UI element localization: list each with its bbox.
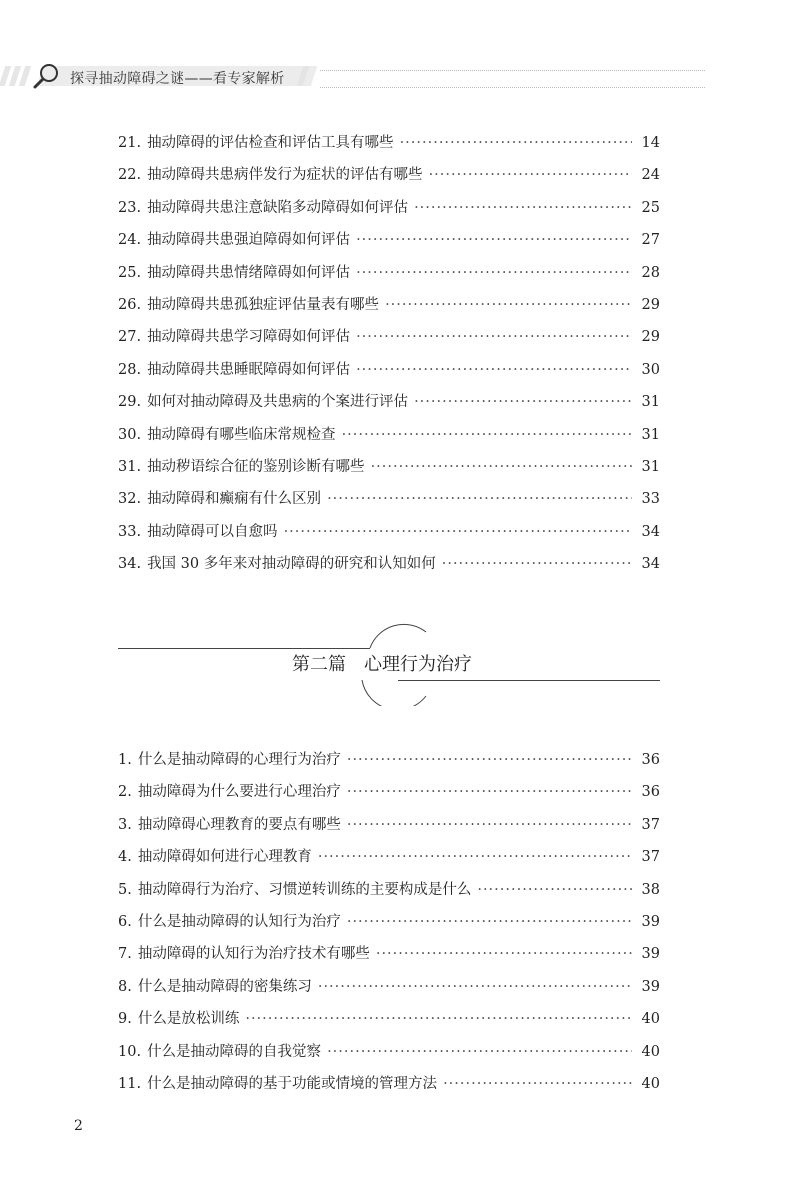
toc-entry-page: 40 bbox=[641, 1011, 660, 1028]
magnifier-icon bbox=[32, 62, 62, 90]
toc-entry-title: 抽动障碍和癫痫有什么区别 bbox=[147, 491, 322, 508]
toc-leader-dots bbox=[356, 321, 632, 353]
section-heading bbox=[118, 622, 660, 706]
toc-entry[interactable] bbox=[118, 971, 660, 1003]
toc-leader-dots bbox=[347, 744, 632, 776]
toc-entry[interactable] bbox=[118, 516, 660, 548]
toc-entry[interactable] bbox=[118, 1003, 660, 1035]
header-dotted-line bbox=[320, 87, 705, 88]
toc-entry[interactable] bbox=[118, 127, 660, 159]
toc-entry-title: 抽动障碍共患学习障碍如何评估 bbox=[147, 329, 351, 346]
toc-entry-title: 什么是抽动障碍的认知行为治疗 bbox=[137, 913, 341, 930]
toc-entry-title: 什么是抽动障碍的心理行为治疗 bbox=[137, 752, 341, 768]
toc-entry-page: 33 bbox=[641, 491, 660, 508]
toc-entry-title: 抽动障碍如何进行心理教育 bbox=[137, 849, 312, 866]
toc-entry-title: 抽动障碍共患强迫障碍如何评估 bbox=[147, 232, 351, 249]
toc-leader-dots bbox=[327, 483, 632, 515]
toc-entry[interactable] bbox=[118, 224, 660, 256]
toc-entry-number: 26. bbox=[118, 296, 142, 313]
toc-entry-number: 22. bbox=[118, 167, 142, 184]
toc-entry-title: 什么是抽动障碍的基于功能或情境的管理方法 bbox=[147, 1075, 438, 1092]
toc-entry[interactable] bbox=[118, 548, 660, 580]
toc-entry-page: 27 bbox=[641, 232, 660, 249]
toc-leader-dots bbox=[414, 192, 632, 224]
toc-entry-page: 31 bbox=[641, 426, 660, 443]
toc-entry-number: 27. bbox=[118, 329, 142, 346]
toc-entry-title: 什么是抽动障碍的密集练习 bbox=[137, 978, 312, 995]
toc-leader-dots bbox=[442, 548, 632, 580]
toc-entry-title: 抽动障碍共患孤独症评估量表有哪些 bbox=[147, 296, 380, 313]
toc-leader-dots bbox=[371, 451, 632, 483]
toc-leader-dots bbox=[327, 1036, 632, 1068]
toc-leader-dots bbox=[477, 874, 632, 906]
toc-entry-number: 10. bbox=[118, 1043, 142, 1060]
page-number: 2 bbox=[74, 1118, 83, 1134]
toc-entry-title: 抽动障碍共患睡眠障碍如何评估 bbox=[147, 361, 351, 378]
toc-entry-page: 36 bbox=[641, 784, 660, 801]
toc-entry-number: 2. bbox=[118, 784, 132, 801]
toc-entry-number: 5. bbox=[118, 881, 132, 898]
toc-entry[interactable] bbox=[118, 906, 660, 938]
toc-entry[interactable] bbox=[118, 159, 660, 191]
toc-entry-page: 14 bbox=[641, 135, 660, 151]
toc-entry-title: 抽动障碍心理教育的要点有哪些 bbox=[137, 816, 341, 833]
toc-entry-page: 39 bbox=[641, 913, 660, 930]
header-dotted-line bbox=[320, 70, 705, 71]
toc-entry-number: 3. bbox=[118, 816, 132, 833]
toc-entry[interactable] bbox=[118, 938, 660, 970]
toc-entry-title: 抽动障碍行为治疗、习惯逆转训练的主要构成是什么 bbox=[137, 881, 472, 898]
toc-entry-title: 什么是抽动障碍的自我觉察 bbox=[147, 1043, 322, 1060]
toc-entry-title: 我国 30 多年来对抽动障碍的研究和认知如何 bbox=[147, 556, 436, 573]
toc-entry-number: 32. bbox=[118, 491, 142, 508]
toc-entry-number: 34. bbox=[118, 556, 142, 573]
toc-list bbox=[118, 744, 660, 1100]
toc-leader-dots bbox=[347, 776, 632, 808]
toc-leader-dots bbox=[318, 971, 632, 1003]
section-name: 心理行为治疗 bbox=[364, 654, 472, 675]
toc-entry-page: 40 bbox=[641, 1043, 660, 1060]
toc-entry-number: 7. bbox=[118, 946, 132, 963]
toc-entry-title: 抽动障碍共患病伴发行为症状的评估有哪些 bbox=[147, 167, 423, 184]
toc-entry[interactable] bbox=[118, 289, 660, 321]
toc-entry[interactable] bbox=[118, 321, 660, 353]
toc-entry-page: 34 bbox=[641, 556, 660, 573]
toc-entry-number: 29. bbox=[118, 394, 142, 411]
toc-entry[interactable] bbox=[118, 874, 660, 906]
toc-entry-number: 4. bbox=[118, 849, 132, 866]
toc-entry[interactable] bbox=[118, 354, 660, 386]
toc-entry-page: 39 bbox=[641, 946, 660, 963]
toc-leader-dots bbox=[443, 1068, 632, 1100]
toc-entry-number: 31. bbox=[118, 458, 142, 475]
toc-entry-title: 抽动障碍有哪些临床常规检查 bbox=[147, 426, 336, 443]
toc-entry-number: 24. bbox=[118, 232, 142, 249]
toc-entry-number: 8. bbox=[118, 978, 132, 995]
toc-leader-dots bbox=[318, 841, 632, 873]
toc-entry-page: 30 bbox=[641, 361, 660, 378]
toc-entry-page: 25 bbox=[641, 199, 660, 216]
toc-entry-title: 什么是放松训练 bbox=[137, 1011, 240, 1028]
toc-entry-title: 抽动秽语综合征的鉴别诊断有哪些 bbox=[147, 458, 365, 475]
toc-entry-title: 抽动障碍的评估检查和评估工具有哪些 bbox=[147, 135, 394, 151]
toc-entry-page: 31 bbox=[641, 458, 660, 475]
toc-entry-page: 34 bbox=[641, 523, 660, 540]
toc-entry-title: 抽动障碍为什么要进行心理治疗 bbox=[137, 784, 341, 801]
toc-leader-dots bbox=[356, 224, 632, 256]
running-header bbox=[0, 62, 705, 90]
toc-entry-title: 抽动障碍的认知行为治疗技术有哪些 bbox=[137, 946, 370, 963]
toc-entry-page: 24 bbox=[641, 167, 660, 184]
toc-entry-page: 37 bbox=[641, 849, 660, 866]
toc-entry[interactable] bbox=[118, 1036, 660, 1068]
toc-entry-number: 28. bbox=[118, 361, 142, 378]
toc-entry-page: 29 bbox=[641, 329, 660, 346]
toc-entry-number: 21. bbox=[118, 135, 142, 151]
section-rule bbox=[118, 648, 370, 649]
toc-entry-page: 31 bbox=[641, 394, 660, 411]
toc-entry-number: 30. bbox=[118, 426, 142, 443]
toc-leader-dots bbox=[385, 289, 632, 321]
toc-entry[interactable] bbox=[118, 419, 660, 451]
toc-leader-dots bbox=[400, 127, 632, 159]
toc-entry-title: 抽动障碍可以自愈吗 bbox=[147, 523, 278, 540]
toc-leader-dots bbox=[414, 386, 632, 418]
toc-entry[interactable] bbox=[118, 776, 660, 808]
section-title bbox=[292, 650, 472, 676]
toc-entry-number: 33. bbox=[118, 523, 142, 540]
toc-entry[interactable] bbox=[118, 386, 660, 418]
toc-leader-dots bbox=[284, 516, 632, 548]
toc-entry[interactable] bbox=[118, 483, 660, 515]
toc-entry-number: 11. bbox=[118, 1075, 142, 1092]
section-part-label: 第二篇 bbox=[292, 654, 346, 675]
toc-entry[interactable] bbox=[118, 809, 660, 841]
toc-leader-dots bbox=[356, 257, 632, 289]
toc-entry-page: 40 bbox=[641, 1075, 660, 1092]
toc-entry-title: 如何对抽动障碍及共患病的个案进行评估 bbox=[147, 394, 409, 411]
toc-list bbox=[118, 127, 660, 580]
toc-entry[interactable] bbox=[118, 1068, 660, 1100]
toc-leader-dots bbox=[376, 938, 632, 970]
toc-entry[interactable] bbox=[118, 841, 660, 873]
toc-entry-page: 28 bbox=[641, 264, 660, 281]
toc-entry-number: 23. bbox=[118, 199, 142, 216]
toc-entry[interactable] bbox=[118, 257, 660, 289]
toc-entry-page: 38 bbox=[641, 881, 660, 898]
toc-entry[interactable] bbox=[118, 192, 660, 224]
toc-leader-dots bbox=[347, 809, 632, 841]
toc-leader-dots bbox=[429, 159, 632, 191]
toc-entry-title: 抽动障碍共患情绪障碍如何评估 bbox=[147, 264, 351, 281]
toc-entry-number: 9. bbox=[118, 1011, 132, 1028]
header-title: 探寻抽动障碍之谜——看专家解析 bbox=[70, 71, 285, 87]
toc-leader-dots bbox=[245, 1003, 632, 1035]
toc-leader-dots bbox=[347, 906, 632, 938]
toc-entry-number: 6. bbox=[118, 913, 132, 930]
toc-entry-title: 抽动障碍共患注意缺陷多动障碍如何评估 bbox=[147, 199, 409, 216]
toc-entry[interactable] bbox=[118, 451, 660, 483]
toc-leader-dots bbox=[356, 354, 632, 386]
toc-entry-page: 37 bbox=[641, 816, 660, 833]
toc-entry-number: 1. bbox=[118, 752, 132, 768]
toc-entry[interactable] bbox=[118, 744, 660, 776]
toc-leader-dots bbox=[342, 419, 632, 451]
toc-entry-page: 36 bbox=[641, 752, 660, 768]
toc-entry-page: 39 bbox=[641, 978, 660, 995]
toc-entry-number: 25. bbox=[118, 264, 142, 281]
toc-entry-page: 29 bbox=[641, 296, 660, 313]
